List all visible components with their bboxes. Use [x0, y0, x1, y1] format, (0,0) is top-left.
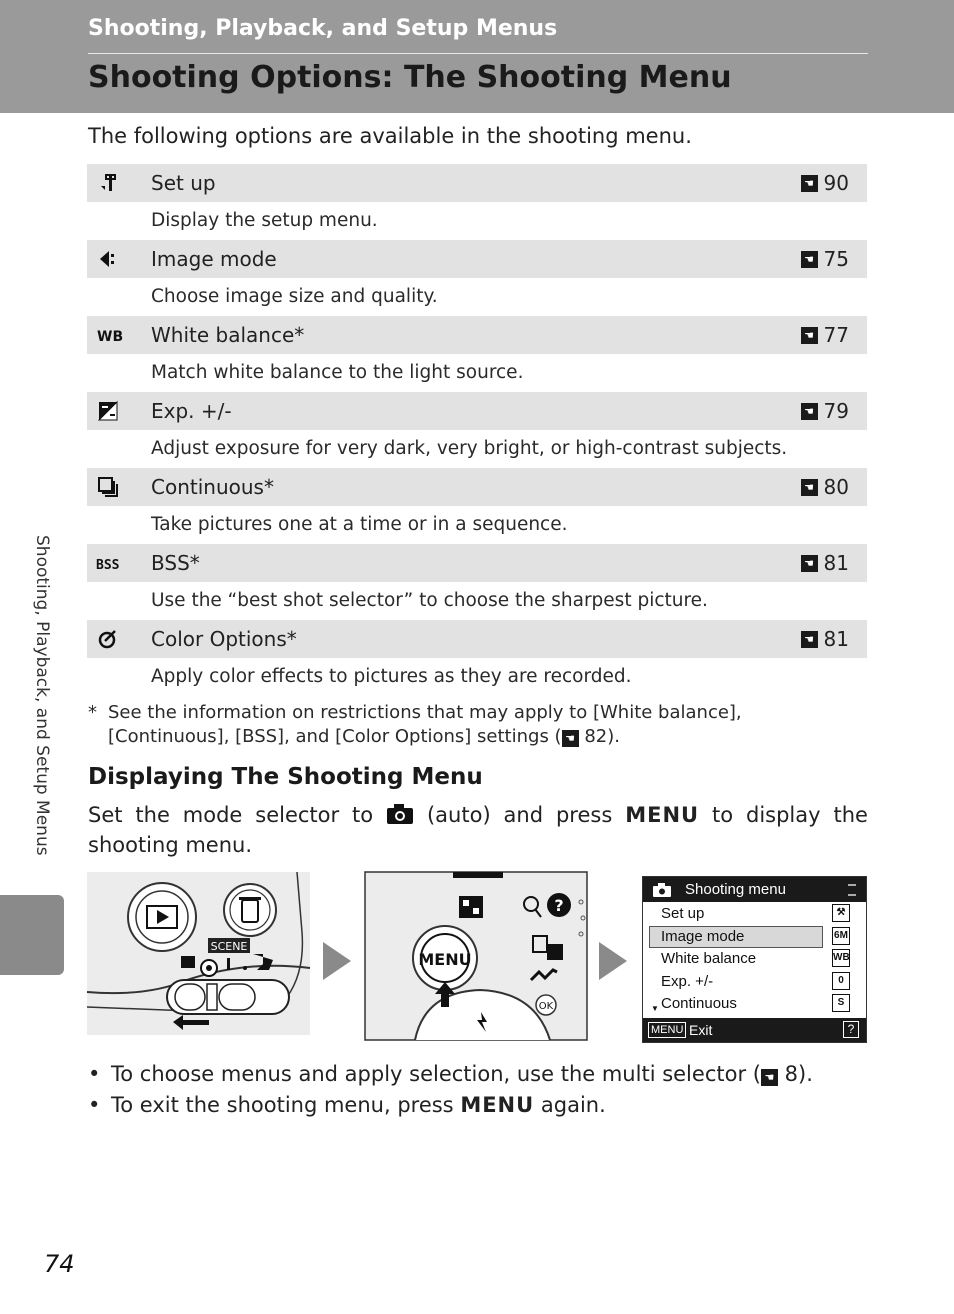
footnote-marker: *	[88, 702, 97, 723]
camera-menu-button-illustration	[365, 872, 587, 1040]
table-row-description: Display the setup menu.	[151, 210, 378, 231]
table-row	[87, 620, 867, 658]
bullet-list	[88, 1062, 868, 1124]
footnote-text: See the information on restrictions that may apply to [White balance], [Continuous], [BSS], and [Color Options] settings (	[108, 702, 742, 747]
bss-icon	[97, 552, 119, 574]
menu-button-text: MENU	[418, 950, 472, 969]
svg-text:?: ?	[554, 896, 564, 915]
camera-icon	[386, 803, 414, 825]
exposure-icon	[97, 400, 119, 422]
lcd-menu-item-selected[interactable]: Image mode 6M	[643, 925, 866, 948]
menu-options-table	[87, 164, 867, 696]
table-row-description: Adjust exposure for very dark, very bright, or high-contrast subjects.	[151, 438, 788, 459]
lcd-menu-item[interactable]: White balance WB	[661, 950, 850, 967]
page-number: 74	[44, 1250, 75, 1278]
camera-icon	[653, 883, 671, 897]
page-ref-icon: ☚	[801, 631, 818, 648]
table-row	[87, 240, 867, 278]
table-row	[87, 468, 867, 506]
chapter-tab	[0, 895, 64, 975]
table-row-description: Choose image size and quality.	[151, 286, 438, 307]
table-row	[87, 392, 867, 430]
table-row-description: Match white balance to the light source.	[151, 362, 524, 383]
lcd-title: Shooting menu	[685, 881, 786, 898]
menu-button-label: MENU	[625, 803, 700, 827]
page-reference: ☚ 79	[801, 399, 849, 423]
scroll-indicator-icon	[848, 884, 856, 896]
more-down-icon: ▼	[651, 1004, 659, 1013]
step-arrow-icon	[323, 938, 355, 984]
lcd-menu-item[interactable]: Exp. +/- 0	[643, 970, 866, 993]
camera-lcd-screen	[642, 876, 867, 1043]
menu-item-label: Color Options*	[151, 627, 297, 651]
intro-text: The following options are available in the shooting menu.	[88, 124, 692, 148]
lcd-title-bar	[643, 877, 866, 902]
section-title: Shooting, Playback, and Setup Menus	[88, 16, 558, 41]
table-row	[87, 316, 867, 354]
page-ref-icon: ☚	[801, 555, 818, 572]
image-mode-icon	[97, 248, 119, 270]
lcd-menu-item[interactable]: Set up ⚒	[643, 902, 866, 925]
page-reference: ☚ 81	[801, 627, 849, 651]
camera-mode-selector-illustration	[87, 872, 310, 1035]
page-reference: ☚ 75	[801, 247, 849, 271]
header-bar	[0, 0, 954, 113]
svg-text:BSS: BSS	[96, 558, 120, 573]
lcd-footer	[643, 1018, 866, 1042]
exposure-icon: 0	[832, 972, 850, 990]
sub-heading: Displaying The Shooting Menu	[88, 764, 483, 790]
table-row-description: Take pictures one at a time or in a sequence.	[151, 514, 568, 535]
table-row	[87, 544, 867, 582]
menu-item-label: Exp. +/-	[151, 399, 232, 423]
page-reference: ☚ 77	[801, 323, 849, 347]
list-item: • To choose menus and apply selection, use the multi selector ( ☚ 8).	[88, 1062, 813, 1086]
menu-item-label: Continuous*	[151, 475, 274, 499]
page-ref-icon: ☚	[801, 479, 818, 496]
page-ref-icon: ☚	[761, 1069, 778, 1086]
menu-item-label: BSS*	[151, 551, 200, 575]
menu-item-label: Image mode	[151, 247, 277, 271]
image-mode-icon: 6M	[832, 927, 850, 945]
setup-icon: ⚒	[832, 904, 850, 922]
page-reference: ☚ 80	[801, 475, 849, 499]
table-row-description: Use the “best shot selector” to choose the sharpest picture.	[151, 590, 708, 611]
lcd-menu-item[interactable]: ▼ Continuous S	[643, 992, 866, 1015]
menu-button-icon: MENU	[648, 1022, 686, 1038]
svg-text:WB: WB	[97, 329, 124, 345]
color-options-icon	[97, 628, 119, 650]
table-row	[87, 164, 867, 202]
page-ref-icon: ☚	[562, 730, 579, 747]
chapter-tab-text: Shooting, Playback, and Setup Menus	[32, 535, 52, 856]
help-icon: ?	[843, 1021, 859, 1038]
menu-item-label: Set up	[151, 171, 216, 195]
page-ref-icon: ☚	[801, 175, 818, 192]
footnote: * See the information on restrictions that may apply to [White balance], [Continuous], [BSS], and [Color Options] settings ( ☚ 82).	[88, 702, 742, 747]
continuous-icon	[97, 476, 119, 498]
list-item: • To exit the shooting menu, press MENU again.	[88, 1093, 606, 1117]
page-ref-icon: ☚	[801, 251, 818, 268]
ok-button-text: OK	[538, 1001, 554, 1012]
page-ref-icon: ☚	[801, 327, 818, 344]
white-balance-icon	[97, 324, 124, 346]
header-divider	[88, 53, 868, 54]
setup-icon	[97, 172, 119, 194]
page-title: Shooting Options: The Shooting Menu	[88, 60, 732, 95]
menu-item-label: White balance*	[151, 323, 305, 347]
menu-button-label: MENU	[460, 1093, 535, 1117]
scene-label: SCENE	[210, 940, 248, 953]
continuous-icon: S	[832, 994, 850, 1012]
page-reference: ☚ 90	[801, 171, 849, 195]
instruction-text: Set the mode selector to (auto) and press MENU to display the shooting menu.	[88, 803, 868, 857]
exit-label: Exit	[689, 1022, 713, 1038]
white-balance-icon: WB	[832, 949, 850, 967]
page-reference: ☚ 81	[801, 551, 849, 575]
page-ref-icon: ☚	[801, 403, 818, 420]
footnote-page-ref: 82	[584, 726, 608, 747]
step-arrow-icon	[599, 938, 631, 984]
table-row-description: Apply color effects to pictures as they are recorded.	[151, 666, 632, 687]
